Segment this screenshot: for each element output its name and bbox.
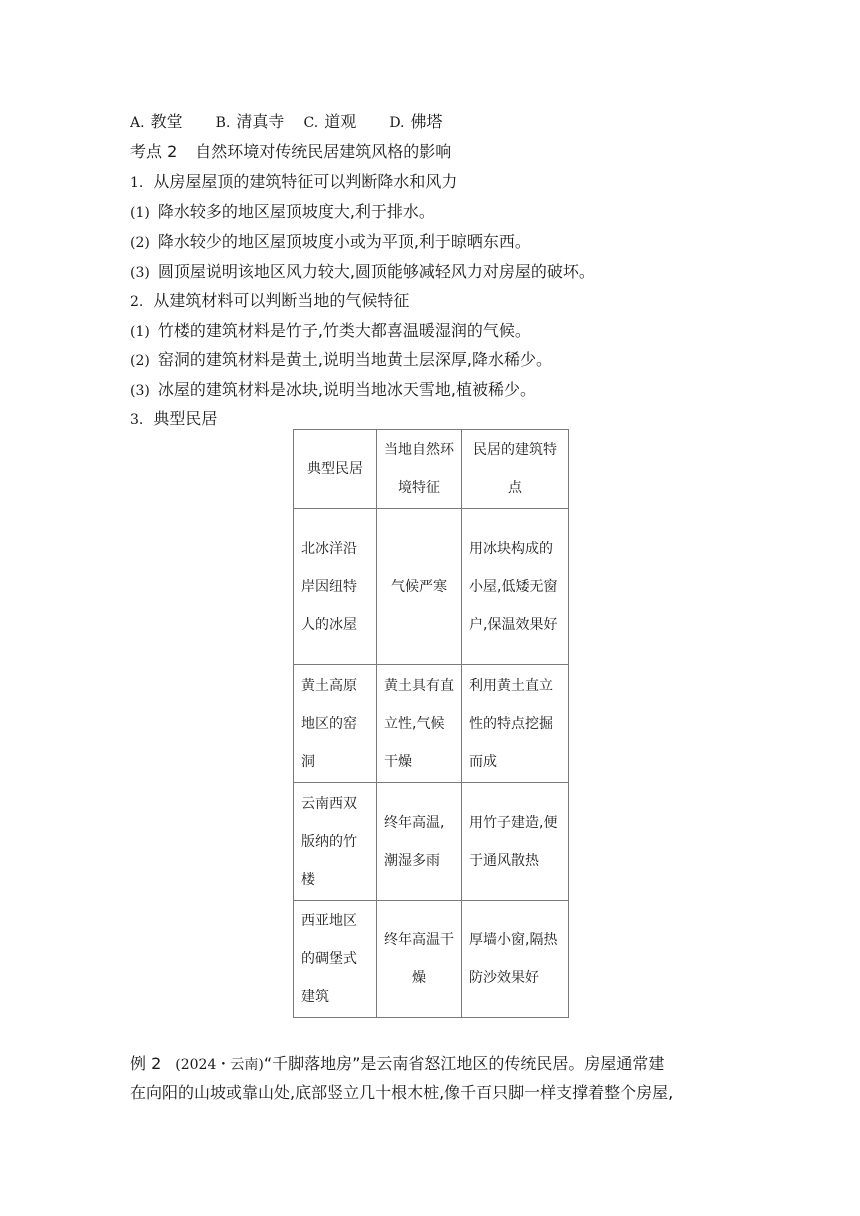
table-row	[294, 665, 569, 783]
section-title: 自然环境对传统民居建筑风格的影响	[195, 142, 452, 161]
table-cell: 用冰块构成的小屋,低矮无窗户,保温效果好	[462, 509, 569, 665]
header-dwelling: 典型民居	[294, 430, 377, 509]
table-row	[294, 783, 569, 901]
table-cell: 终年高温,潮湿多雨	[377, 783, 462, 901]
point-1-2: (2) 降水较少的地区屋顶坡度小或为平顶,利于晾晒东西。	[130, 232, 531, 251]
point-1-3: (3) 圆顶屋说明该地区风力较大,圆顶能够减轻风力对房屋的破坏。	[130, 262, 595, 281]
option-a: A. 教堂	[130, 112, 183, 131]
point-2-3: (3) 冰屋的建筑材料是冰块,说明当地冰天雪地,植被稀少。	[130, 380, 537, 399]
table-cell: 用竹子建造,便于通风散热	[462, 783, 569, 901]
option-d: D. 佛塔	[389, 112, 443, 131]
table-cell: 气候严寒	[377, 509, 462, 665]
example-line-2: 在向阳的山坡或靠山处,底部竖立几十根木桩,像千百只脚一样支撑着整个房屋,	[130, 1083, 674, 1102]
table-cell: 厚墙小窗,隔热防沙效果好	[462, 901, 569, 1018]
point-2-2: (2) 窑洞的建筑材料是黄土,说明当地黄土层深厚,降水稀少。	[130, 350, 553, 369]
answer-options	[130, 112, 443, 133]
example-tag: 例 2	[130, 1054, 162, 1073]
option-c: C. 道观	[303, 112, 357, 131]
option-b: B. 清真寺	[215, 112, 285, 131]
table-cell: 云南西双版纳的竹楼	[294, 783, 377, 901]
point-2: 2. 从建筑材料可以判断当地的气候特征	[130, 291, 410, 310]
table-cell: 利用黄土直立性的特点挖掘而成	[462, 665, 569, 783]
table-cell: 黄土具有直立性,气候干燥	[377, 665, 462, 783]
table-cell: 终年高温干燥	[377, 901, 462, 1018]
section-label: 考点 2	[130, 142, 178, 161]
header-features: 民居的建筑特点	[462, 430, 569, 509]
table-cell: 北冰洋沿岸因纽特人的冰屋	[294, 509, 377, 665]
point-1-1: (1) 降水较多的地区屋顶坡度大,利于排水。	[130, 202, 435, 221]
table-row	[294, 509, 569, 665]
point-1: 1. 从房屋屋顶的建筑特征可以判断降水和风力	[130, 172, 458, 191]
section-heading	[130, 142, 451, 162]
table-header-row	[294, 430, 569, 509]
point-2-1: (1) 竹楼的建筑材料是竹子,竹类大都喜温暖湿润的气候。	[130, 321, 531, 340]
table-cell: 黄土高原地区的窑洞	[294, 665, 377, 783]
example-line-1: 例 2 (2024・云南)“千脚落地房”是云南省怒江地区的传统民居。房屋通常建	[130, 1054, 665, 1073]
table-cell: 西亚地区的碉堡式建筑	[294, 901, 377, 1018]
point-3: 3. 典型民居	[130, 409, 218, 428]
example-source: (2024・云南)	[175, 1057, 264, 1073]
header-environment: 当地自然环境特征	[377, 430, 462, 509]
table-row	[294, 901, 569, 1018]
dwelling-table	[293, 429, 569, 1018]
